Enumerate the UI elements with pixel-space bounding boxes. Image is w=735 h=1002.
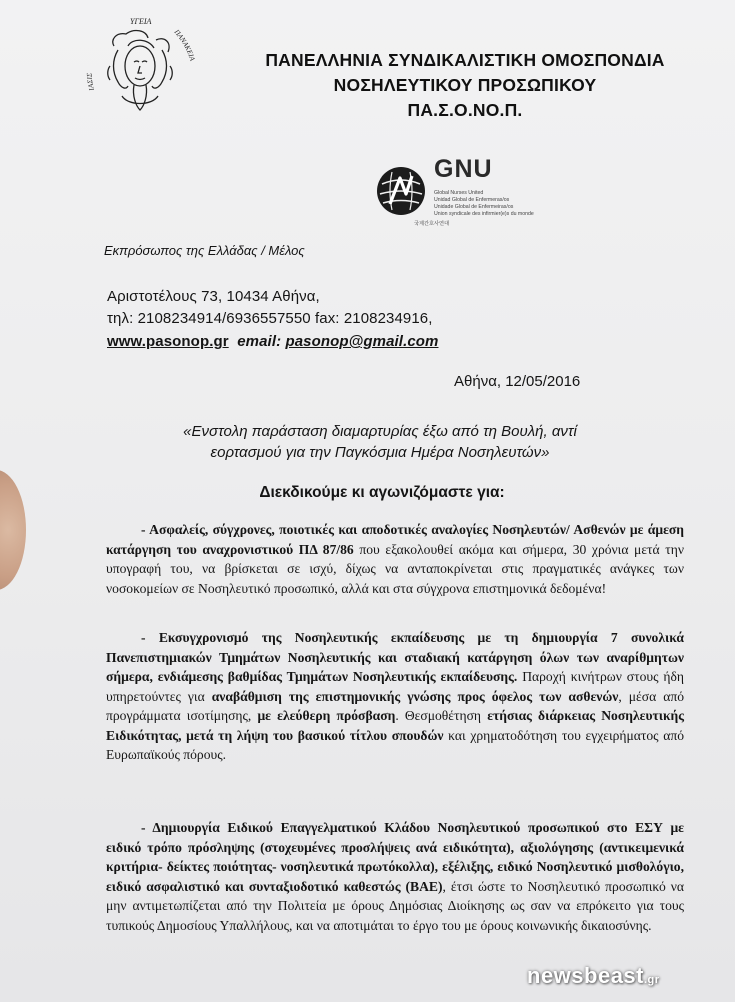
gnu-sub-2: Unidad Global de Enfermeras/os [434,197,510,203]
logo-arc-right: ΠΑΝΑΚΕΙΑ [172,28,197,62]
gnu-logo [374,152,574,232]
gnu-name: GNU [434,155,493,183]
paragraph-2: - Εκσυγχρονισμό της Νοσηλευτικής εκπαίδευσης με τη δημιουργία 7 συνολικά Πανεπιστημιακών Τμημάτων Νοσηλευτικής και σταδιακή κατάργηση όλων των αναρίθμητων σήμερα, ενδιάμεσης βαθμίδας Τμημάτων Νοσηλευτικής εκπαίδευσης. Παροχή κινήτρων στους ήδη υπηρετούντες για αναβάθμιση της επιστημονικής γνώσης προς όφελος των ασθενών, μέσα από προγράμματα ισοτίμησης, με ελεύθερη πρόσβαση. Θεσμοθέτηση ετήσιας διάρκειας Νοσηλευτικής Ειδικότητας, μετά τη λήψη του βασικού τίτλου σπουδών και χρηματοδότηση του εγχειρήματος από Ευρωπαϊκούς πόρους. [106,630,685,762]
paragraph-3: - Δημιουργία Ειδικού Επαγγελματικού Κλάδου Νοσηλευτικού προσωπικού στο ΕΣΥ με ειδικό τρόπο πρόσληψης (στοχευμένες προσλήψεις ανά ειδικότητα), αξιολόγησης (αντικειμενικά κριτήρια- δείκτες ποιότητας- νοσηλευτικά πρωτόκολλα), εξέλιξης, ειδικό Νοσηλευτικό μισθολόγιο, ειδικό ασφαλιστικό και συνταξιοδοτικό καθεστώς (ΒΑΕ), έτσι ώστε το Νοσηλευτικό προσωπικό να μην αντιμετωπίζεται από την Πολιτεία με όρους Δημόσιας Διοίκησης ως σαν να επρόκειτο για τους τυπικούς Δημοσίους Υπαλλήλους, και να αποτιμάται το έργο του με όρους κοινωνικής δικαιοσύνης. [106,820,684,933]
gnu-sub-1: Global Nurses United [434,190,484,196]
title-line-2: εορτασμού για την Παγκόσμια Ημέρα Νοσηλευτών» [210,444,550,461]
claims-heading: Διεκδικούμε κι αγωνιζόμαστε για: [259,484,505,501]
website-link[interactable]: www.pasonop.gr [107,333,229,350]
title-line-1: «Ενστολη παράσταση διαμαρτυρίας έξω από τη Βουλή, αντί [183,423,577,440]
newsbeast-watermark: newsbeast.gr [527,963,660,988]
gnu-sub-5: 국제간호사연대 [414,221,450,227]
email-label: email: [237,333,282,350]
representative-label: Εκπρόσωπος της Ελλάδας / Μέλος [104,243,305,258]
paragraph-1: - Ασφαλείς, σύγχρονες, ποιοτικές και αποδοτικές αναλογίες Νοσηλευτών/ Ασθενών με άμεση κατάργηση του αναχρονιστικού ΠΔ 87/86 που εξακολουθεί ακόμα και σήμερα, 30 χρόνια μετά την υπογραφή του, να βρίσκεται σε ισχύ, δίχως να ανταποκρίνεται στις πραγματικές ανάγκες των νοσοκομείων σε Νοσηλευτικό προσωπικό, αλλά και στα σύγχρονα επιστημονικά δεδομένα! [106,522,684,596]
union-logo-icon [76,10,206,122]
org-name-line2: ΝΟΣΗΛΕΥΤΙΚΟΥ ΠΡΟΣΩΠΙΚΟΥ [333,75,597,95]
org-name-line1: ΠΑΝΕΛΛΗΝΙΑ ΣΥΝΔΙΚΑΛΙΣΤΙΚΗ ΟΜΟΣΠΟΝΔΙΑ [265,50,665,70]
phone-fax-line: τηλ: 2108234914/6936557550 fax: 2108234916, [107,310,433,327]
globe-icon [374,164,428,218]
org-abbreviation: ΠΑ.Σ.Ο.ΝΟ.Π. [407,100,523,120]
email-link[interactable]: pasonop@gmail.com [285,333,439,350]
document-date: Αθήνα, 12/05/2016 [454,373,581,390]
gnu-sub-3: Unidade Global de Enfermeiras/os [434,204,514,210]
web-email-line [107,333,438,350]
thumb [0,470,26,590]
document-title [100,421,660,463]
gnu-sub-4: Union syndicale des infirmier(e)s du monde [434,211,534,217]
logo-arc-left: ΙΑΣΙΣ [85,72,96,92]
logo-arc-top: ΥΓΕΙΑ [130,17,152,26]
address-line: Αριστοτέλους 73, 10434 Αθήνα, [107,288,320,305]
